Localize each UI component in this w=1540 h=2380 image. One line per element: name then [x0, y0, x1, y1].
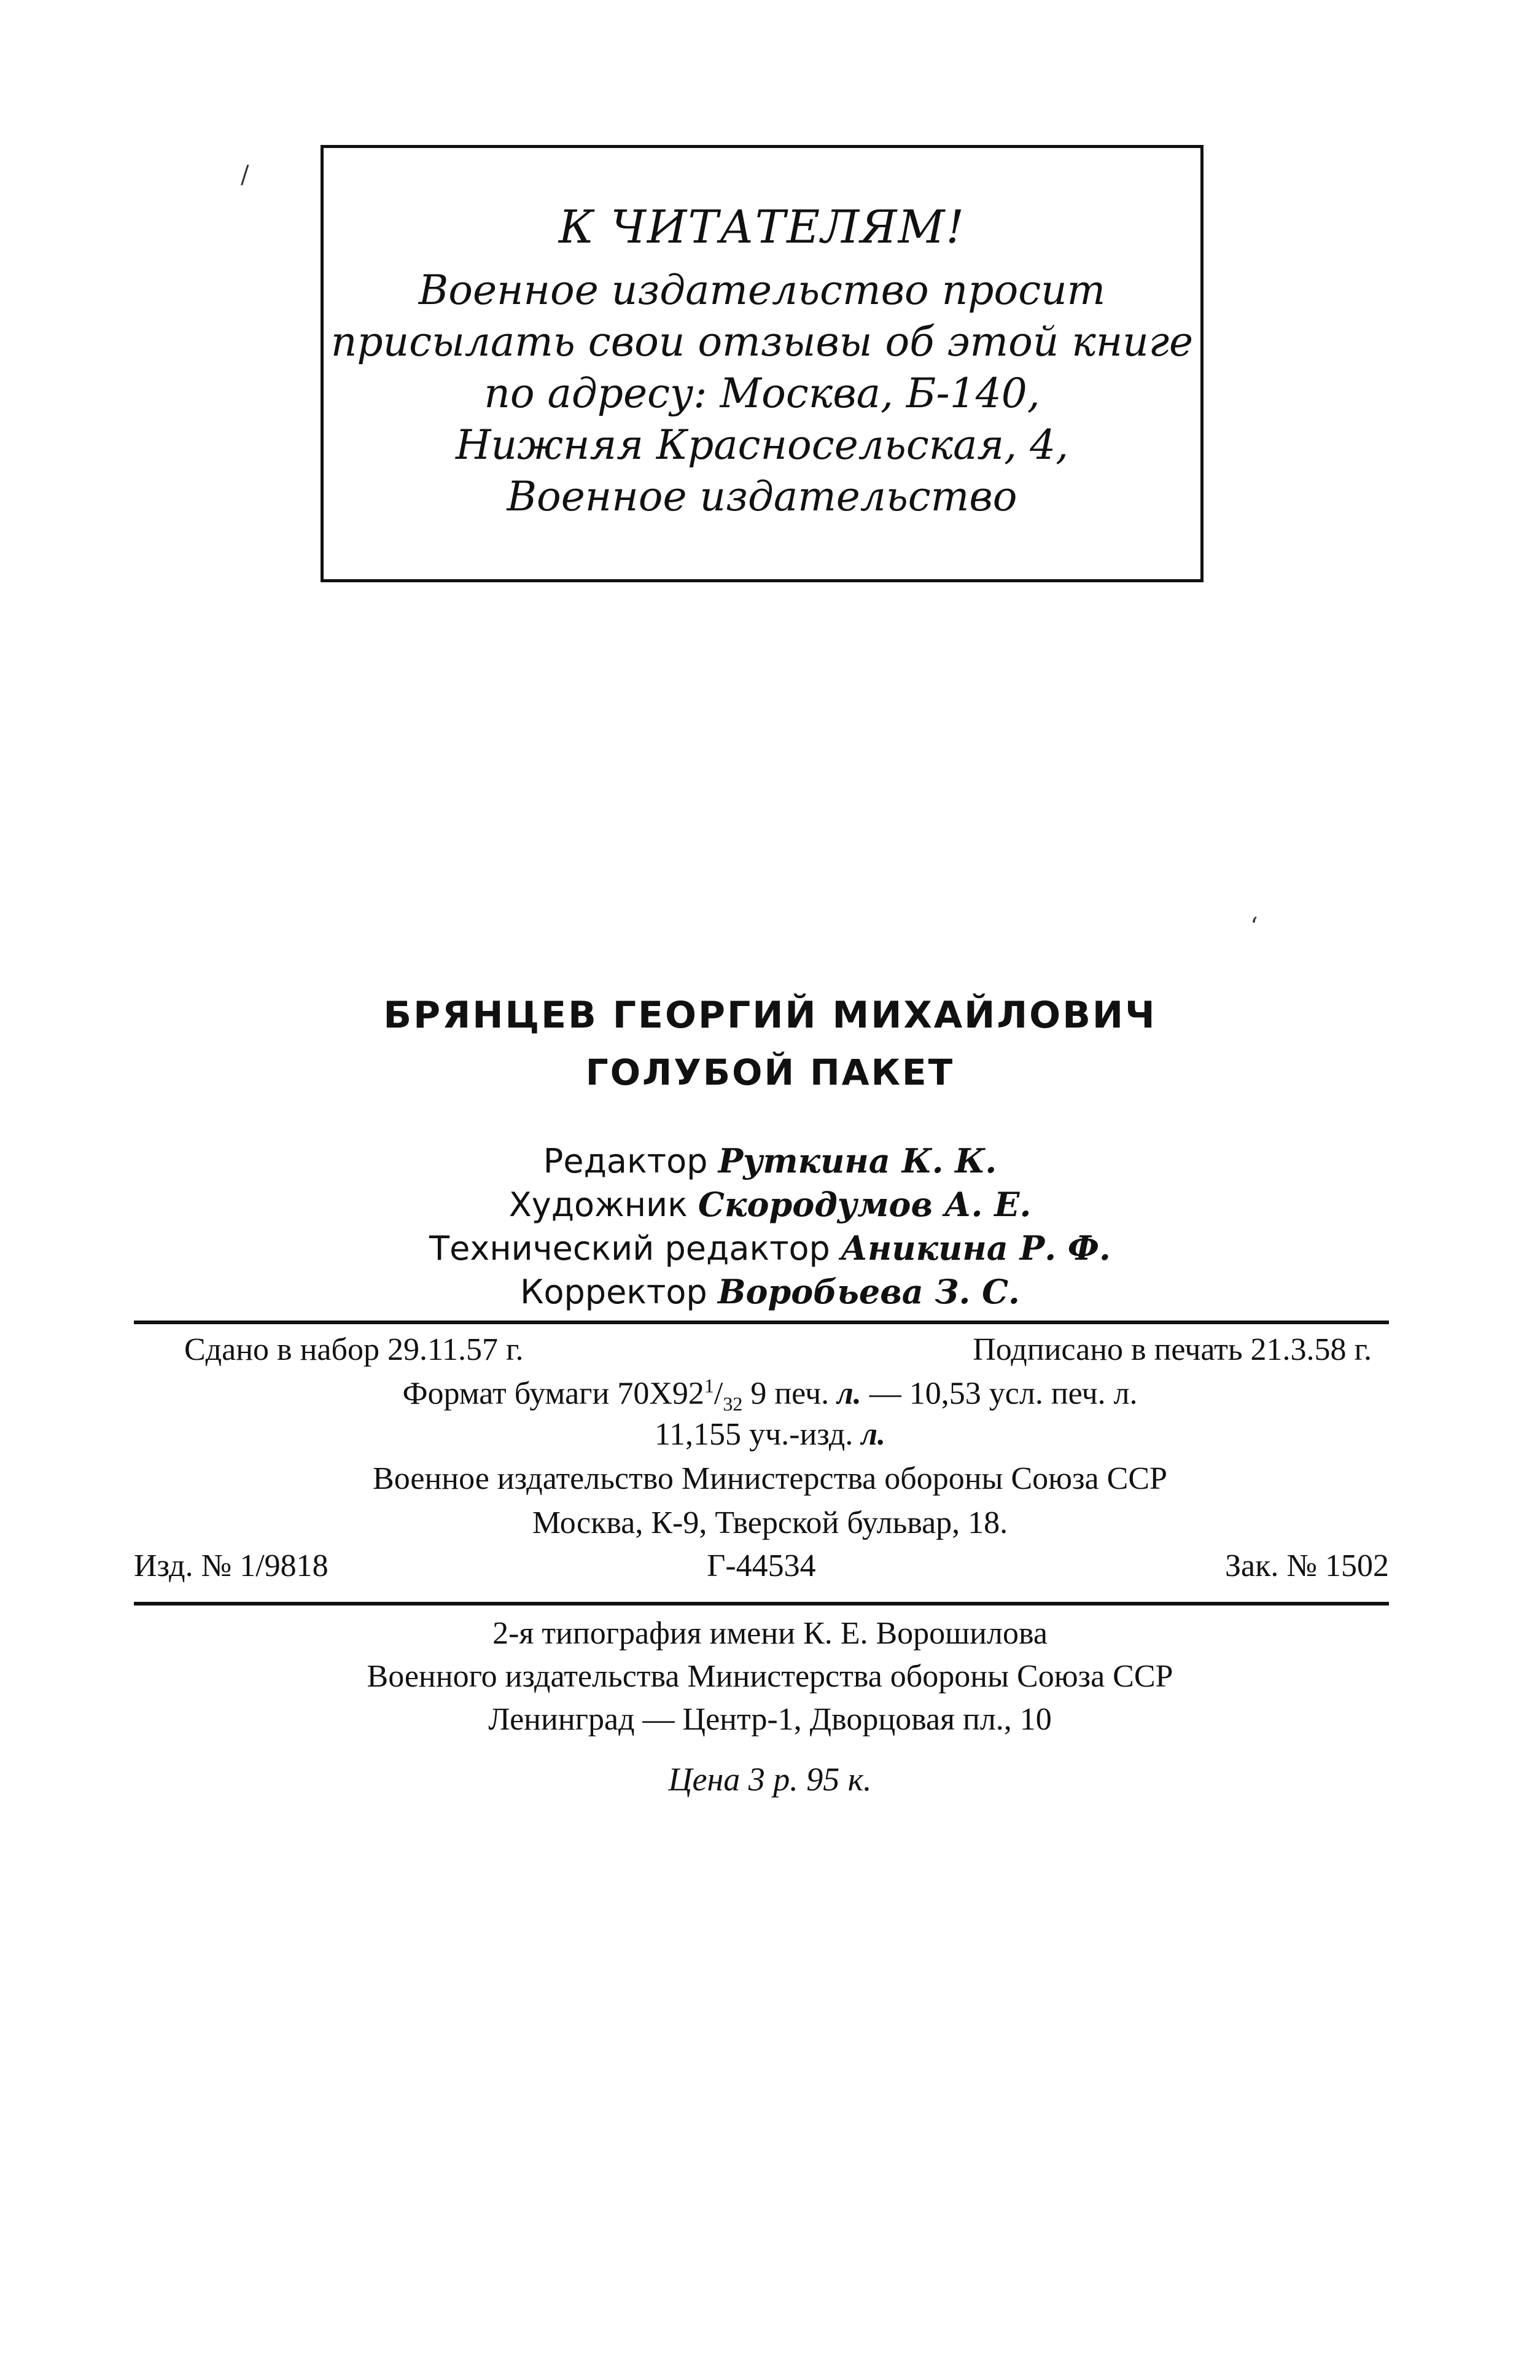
format-unit: л. — [1113, 1376, 1138, 1411]
izd-number: Изд. № 1/9818 — [134, 1548, 329, 1583]
format-text: Формат бумаги 70Х92 — [402, 1376, 704, 1411]
divider-rule — [134, 1602, 1389, 1606]
credit-role: Редактор — [543, 1142, 708, 1180]
book-author: БРЯНЦЕВ ГЕОРГИЙ МИХАЙЛОВИЧ — [383, 994, 1157, 1037]
credit-proofreader — [0, 1272, 1540, 1311]
sheets-text: 11,155 уч.-изд. — [654, 1417, 854, 1452]
credit-name: Аникина Р. Ф. — [841, 1228, 1111, 1268]
typeset-date: Сдано в набор 29.11.57 г. — [184, 1332, 524, 1367]
format-sheets: 9 печ. — [750, 1376, 830, 1411]
format-fraction-num: 1 — [704, 1375, 714, 1397]
notice-text — [324, 265, 1200, 523]
sheets-unit: л. — [861, 1417, 886, 1452]
book-title: ГОЛУБОЙ ПАКЕТ — [585, 1051, 955, 1093]
notice-title: К ЧИТАТЕЛЯМ! — [558, 201, 966, 254]
credit-technical-editor — [0, 1228, 1540, 1268]
credit-artist — [0, 1185, 1540, 1224]
credit-role: Художник — [508, 1185, 688, 1224]
format-conventional: — 10,53 усл. печ. — [869, 1376, 1106, 1411]
publisher-name: Военное издательство Министерства обороны Союза ССР — [373, 1461, 1167, 1496]
notice-line: Нижняя Красносельская, 4, — [455, 421, 1069, 469]
printer-line-3: Ленинград — Центр-1, Дворцовая пл., 10 — [488, 1702, 1052, 1737]
printer-line-1: 2-я типография имени К. Е. Ворошилова — [492, 1616, 1048, 1651]
notice-line: Военное издательство — [507, 473, 1017, 520]
format-unit: л. — [837, 1376, 861, 1411]
order-number: Зак. № 1502 — [1224, 1548, 1389, 1583]
paper-format: Формат бумаги $70Х92^1/_{32}$ 9 печ. л. — 10,53 усл. печ. л. — [402, 1375, 1138, 1415]
censor-code: Г-44534 — [707, 1548, 816, 1583]
signed-date: Подписано в печать 21.3.58 г. — [973, 1332, 1372, 1367]
format-fraction-den: 32 — [723, 1392, 743, 1415]
notice-line: Военное издательство просит — [418, 267, 1106, 314]
publishing-sheets — [0, 1416, 1540, 1453]
price: Цена 3 р. 95 к. — [668, 1761, 872, 1798]
stray-mark: ‘ — [1250, 913, 1258, 941]
notice-line: по адресу: Москва, Б-140, — [484, 370, 1040, 417]
credit-editor — [0, 1141, 1540, 1180]
divider-rule — [134, 1321, 1389, 1324]
reader-notice-box — [321, 145, 1204, 582]
credit-name: Руткина К. К. — [718, 1141, 997, 1180]
credit-name: Воробьева З. С. — [717, 1272, 1020, 1311]
printer-line-2: Военного издательства Министерства обороны Союза ССР — [367, 1659, 1173, 1694]
credit-role: Корректор — [520, 1273, 707, 1311]
notice-line: присылать свои отзывы об этой книге — [330, 318, 1194, 365]
stray-mark: / — [241, 161, 249, 189]
credit-name: Скородумов А. Е. — [698, 1185, 1032, 1224]
credit-role: Технический редактор — [429, 1229, 830, 1268]
publisher-address: Москва, К-9, Тверской бульвар, 18. — [532, 1505, 1008, 1540]
